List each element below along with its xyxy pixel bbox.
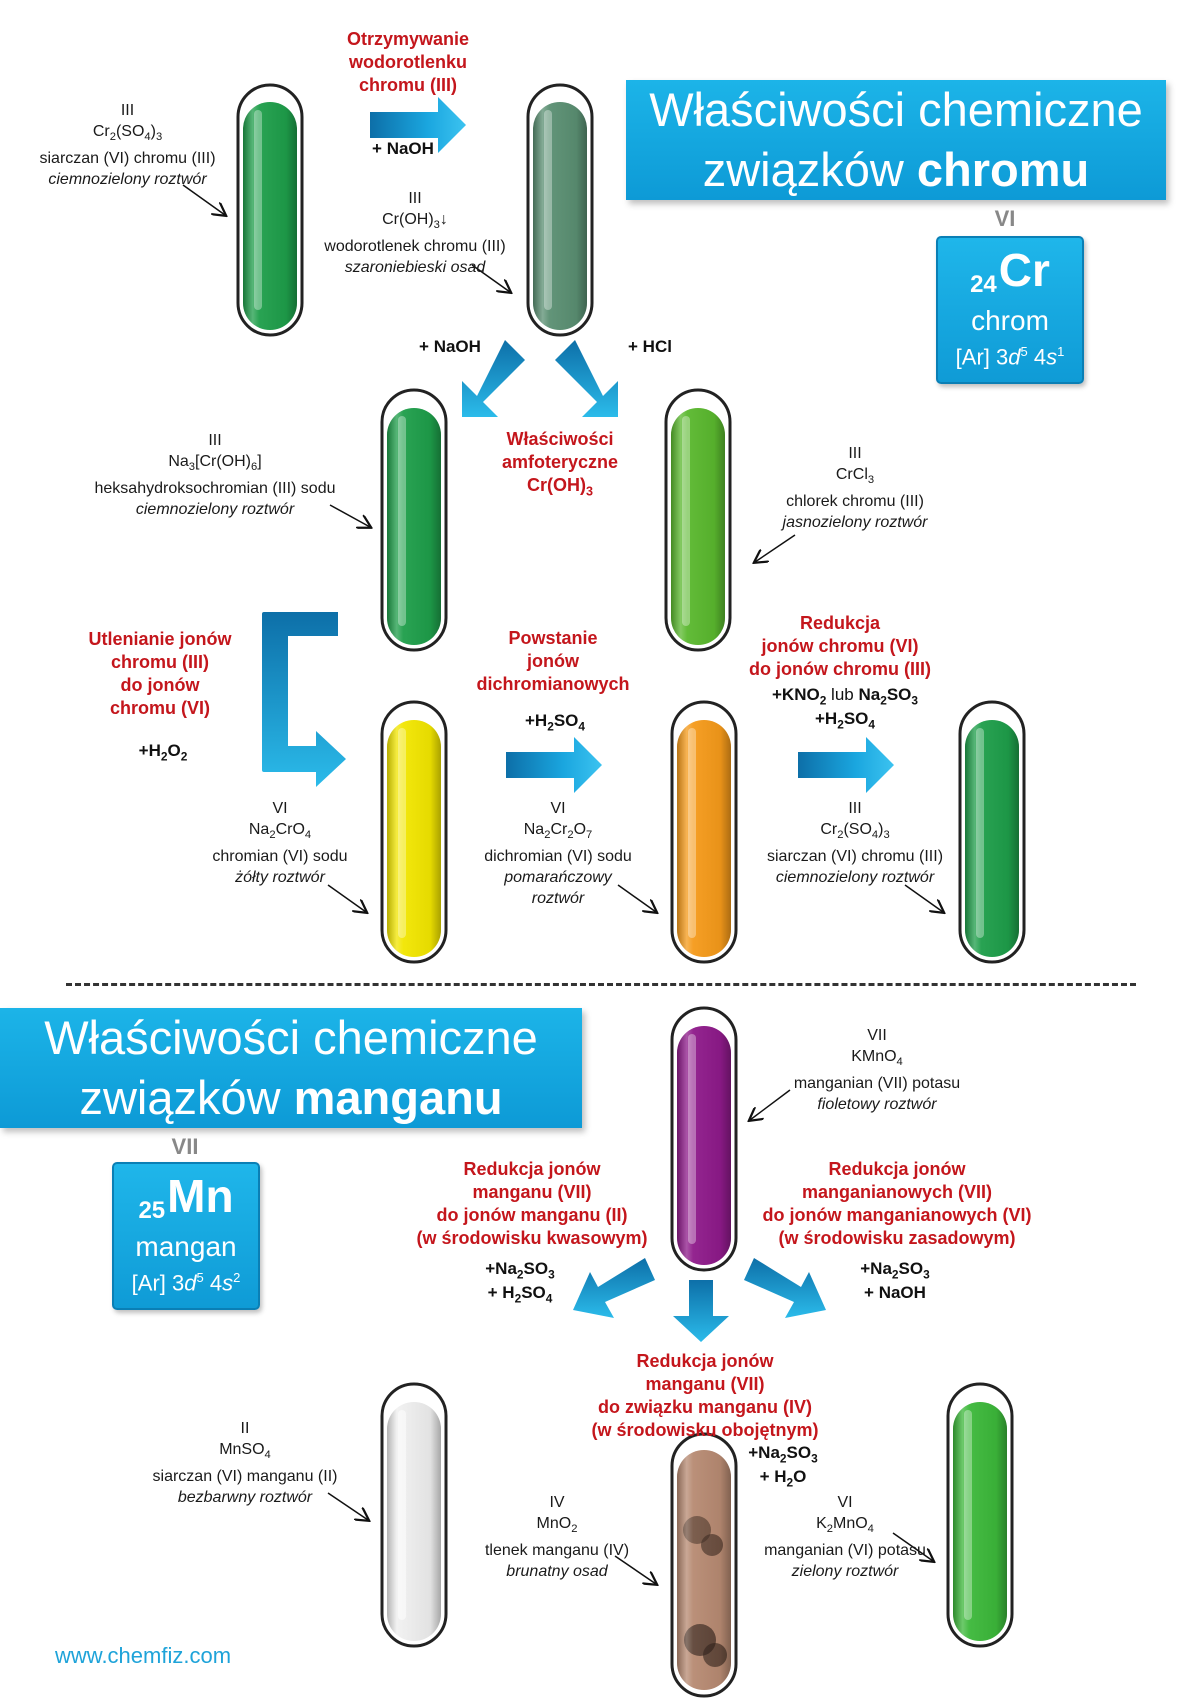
chrom-element-oxidation: VI: [994, 206, 1016, 231]
label-tube7: III $Cr_2(SO_4)_3$ siarczan (VI) chromu (III) ciemnozielony roztwór: [766, 800, 944, 887]
arrow-mn-basic: [744, 1258, 826, 1318]
reduction-cr-title: Redukcja jonów chromu (VI) do jonów chromu (III): [749, 613, 931, 679]
mn-acid-reagent1: $+Na_2SO_3$: [485, 1259, 555, 1282]
chrom-title-line2: związków chromu: [702, 143, 1090, 196]
tube-cr2so43-b: [960, 702, 1024, 962]
arrow-mn-neutral: [673, 1280, 729, 1342]
tube-cr2so43-a: [238, 85, 302, 335]
chrom-title-line1: Właściwości chemiczne: [649, 83, 1143, 136]
step1-title: Otrzymywanie wodorotlenku chromu (III): [346, 29, 470, 95]
label-mno2: IV MnO$_2$ tlenek manganu (IV) brunatny osad: [484, 1494, 630, 1581]
tube-crcl3: [666, 390, 730, 650]
tube-k2mno4: [948, 1384, 1012, 1646]
label-k2mno4: VI $K_2MnO_4$ manganian (VI) potasu zielony roztwór: [764, 1494, 926, 1581]
tube-na3croh6: [382, 390, 446, 650]
mn-neutral-title: Redukcja jonów manganu (VII) do związku manganu (IV) (w środowisku obojętnym): [591, 1351, 819, 1440]
amphoteric-title: Właściwości amfoteryczne $Cr(OH)_3$: [501, 429, 619, 499]
tube-na2cro4: [382, 702, 446, 962]
dichromate-reagent: $+H_2SO_4$: [524, 711, 586, 734]
reduction-cr-reagent2: $+H_2SO_4$: [814, 709, 876, 732]
oxidation-reagent: $+H_2O_2$: [138, 741, 188, 764]
mangan-title-line2: związków manganu: [79, 1071, 503, 1124]
tube-na2cr2o7: [672, 702, 736, 962]
mn-basic-reagent2: + NaOH: [864, 1283, 926, 1302]
mangan-element-oxidation: VII: [171, 1134, 199, 1159]
arrow-mn-acid: [573, 1258, 655, 1318]
tube-kmno4: [672, 1008, 736, 1270]
branch-left-reagent: + NaOH: [419, 337, 481, 356]
tube-croh3: [528, 85, 592, 335]
label-mnso4: II MnSO$_4$ siarczan (VI) manganu (II) bezbarwny roztwór: [152, 1420, 338, 1507]
footer-link[interactable]: www.chemfiz.com: [55, 1643, 232, 1668]
tube-mnso4: [382, 1384, 446, 1646]
label-tube2: III $Cr(OH)_3↓$ wodorotlenek chromu (III) szaroniebieski osad: [324, 190, 506, 277]
label-tube3: III $Na_3[Cr(OH)_6]$ heksahydroksochromian (III) sodu ciemnozielony roztwór: [94, 432, 336, 519]
label-kmno4: VII KMnO$_4$ manganian (VII) potasu fioletowy roztwór: [793, 1027, 961, 1114]
arrow-oxidation-bracket: [262, 612, 346, 787]
arrow-h2so4: [506, 737, 602, 793]
mn-neutral-reagent1: $+Na_2SO_3$: [748, 1443, 818, 1466]
chrom-title-banner: [626, 80, 1166, 200]
dichromate-title: Powstanie jonów dichromianowych: [476, 628, 630, 694]
arrow-down-right-hcl: [555, 340, 618, 417]
mn-basic-reagent1: $+Na_2SO_3$: [860, 1259, 930, 1282]
step1-reagent: + NaOH: [372, 139, 434, 158]
mangan-title-banner: [0, 1008, 582, 1128]
section-divider: [66, 983, 1136, 986]
chrom-element-card: $_{24}$Cr chrom [Ar] $3d^5$ $4s^1$: [936, 236, 1084, 384]
arrow-reduction-cr: [798, 737, 894, 793]
mn-basic-title: Redukcja jonów manganianowych (VII) do jonów manganianowych (VI) (w środowisku zasadowym): [762, 1159, 1032, 1248]
label-tube4: III CrCl$_3$ chlorek chromu (III) jasnozielony roztwór: [782, 445, 928, 532]
reduction-cr-reagent1: $+KNO_2$ lub $Na_2SO_3$: [771, 685, 919, 708]
mangan-element-card: $_{25}$Mn mangan [Ar] $3d^5$ $4s^2$: [112, 1162, 260, 1310]
branch-right-reagent: + HCl: [628, 337, 672, 356]
label-tube1: III $Cr_2(SO_4)_3$ siarczan (VI) chromu (III) ciemnozielony roztwór: [39, 102, 216, 189]
mn-acid-reagent2: + $H_2SO_4$: [487, 1283, 553, 1306]
mn-acid-title: Redukcja jonów manganu (VII) do jonów manganu (II) (w środowisku kwasowym): [416, 1159, 648, 1248]
tube-mno2: [672, 1434, 736, 1696]
mn-neutral-reagent2: + $H_2O$: [759, 1467, 807, 1490]
label-tube5: VI $Na_2CrO_4$ chromian (VI) sodu żółty roztwór: [212, 800, 348, 887]
mangan-title-line1: Właściwości chemiczne: [44, 1011, 538, 1064]
oxidation-title: Utlenianie jonów chromu (III) do jonów chromu (VI): [88, 629, 232, 718]
label-tube6: VI $Na_2Cr_2O_7$ dichromian (VI) sodu pomarańczowy roztwór: [484, 800, 632, 908]
